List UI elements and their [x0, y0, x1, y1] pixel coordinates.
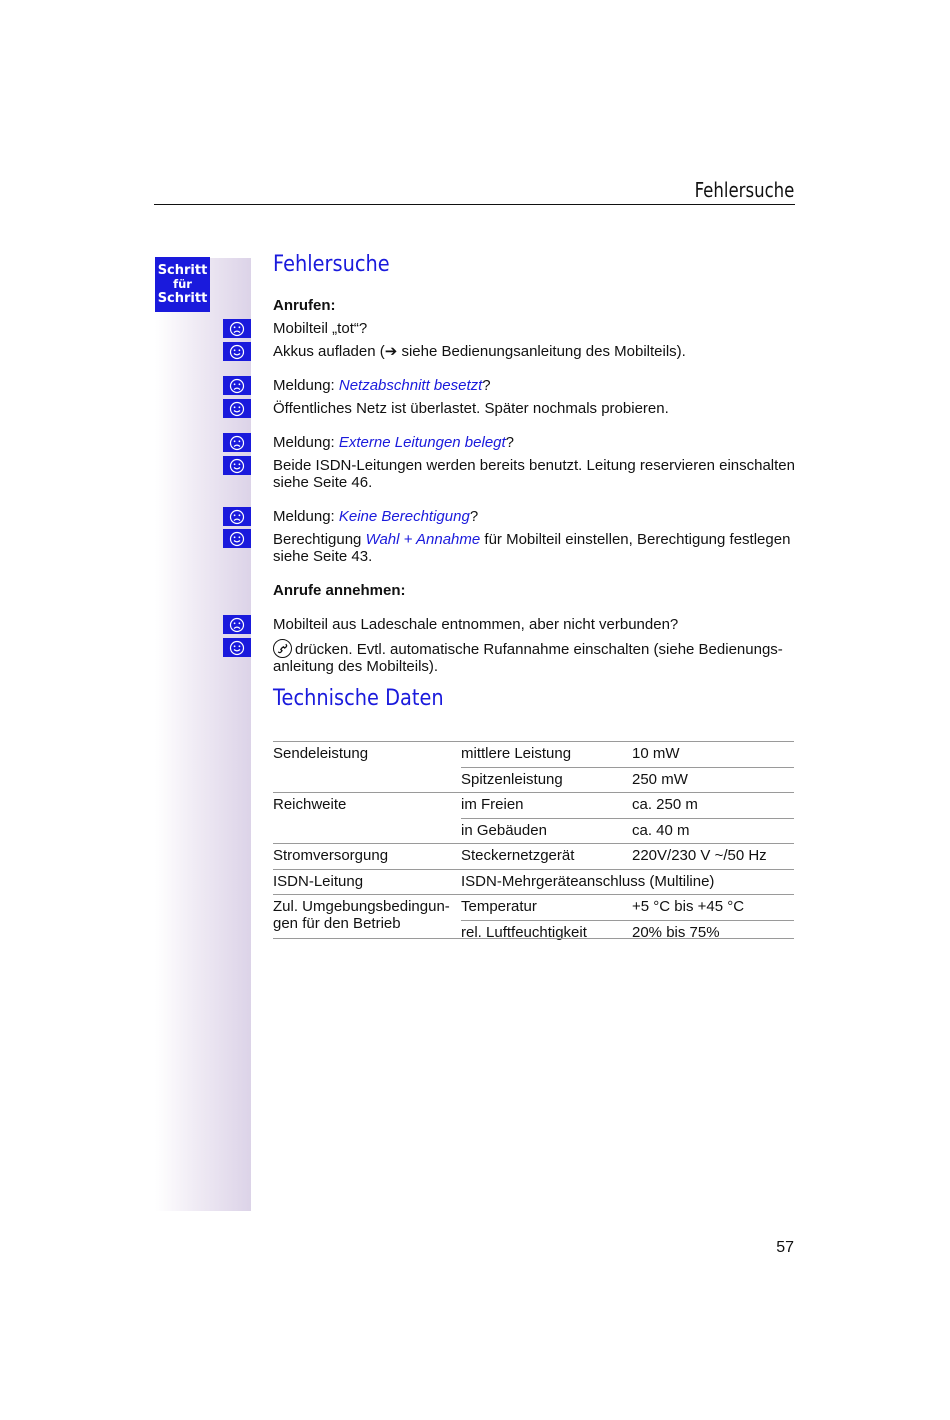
table-cell: ca. 250 m [632, 793, 794, 819]
header-rule [154, 204, 795, 205]
table-bottom-rule [273, 938, 794, 939]
problem-prefix: Meldung: [273, 377, 339, 394]
smiley-face-icon [223, 456, 251, 475]
solution-suffix: für Mobilteil einstellen, Berechtigung festlegen siehe Seite 43. [273, 531, 791, 565]
table-cell: Temperatur [461, 895, 632, 921]
table-cell: Spitzenleistung [461, 767, 632, 793]
solution-text: Akkus aufladen (➔ siehe Bedienungsanleitung des Mobilteils). [273, 343, 686, 360]
badge-line-1: Schritt [157, 263, 208, 278]
sad-face-icon [223, 376, 251, 395]
table-row [273, 793, 794, 819]
problem-prefix: Meldung: [273, 434, 339, 451]
problem-text [273, 508, 795, 525]
smiley-face-icon [223, 342, 251, 361]
table-cell: 250 mW [632, 767, 794, 793]
display-message: Externe Leitungen belegt [338, 434, 506, 451]
table-cell: mittlere Leistung [461, 742, 632, 768]
problem-text: Mobilteil aus Ladeschale entnommen, aber nicht verbunden? [273, 616, 679, 633]
display-message: Keine Berechtigung [338, 508, 470, 525]
running-title: Fehlersuche [694, 178, 794, 202]
smiley-face-icon [223, 399, 251, 418]
sad-face-icon [223, 319, 251, 338]
smiley-face-icon [223, 638, 251, 657]
table-cell: 220V/230 V ~/50 Hz [632, 844, 794, 870]
badge-line-2: für [173, 277, 192, 291]
step-by-step-badge [155, 257, 210, 312]
subheading-anrufe-annehmen: Anrufe annehmen: [273, 582, 406, 599]
table-cell: ISDN-Leitung [273, 869, 461, 895]
table-cell: im Freien [461, 793, 632, 819]
subheading-anrufen: Anrufen: [273, 297, 336, 314]
display-message: Netzabschnitt besetzt [338, 377, 483, 394]
table-cell: ISDN-Mehrgeräteanschluss (Multiline) [461, 869, 794, 895]
section-title-fehlersuche: Fehlersuche [273, 252, 390, 277]
table-row [273, 895, 794, 921]
table-cell [273, 767, 461, 793]
table-row [273, 742, 794, 768]
problem-text [273, 434, 795, 451]
solution-text [273, 639, 795, 675]
page-number: 57 [776, 1239, 794, 1256]
sad-face-icon [223, 507, 251, 526]
answer-solution-text: drücken. Evtl. automatische Rufannahme einschalten (siehe Bedienungs-anleitung des Mobilteils). [273, 641, 783, 675]
problem-prefix: Meldung: [273, 508, 339, 525]
problem-text [273, 377, 795, 394]
table-row [273, 844, 794, 870]
table-row [273, 767, 794, 793]
solution-text [273, 531, 795, 565]
table-cell: Zul. Umgebungsbedingun-gen für den Betrieb [273, 895, 461, 946]
solution-text: Öffentliches Netz ist überlastet. Später nochmals probieren. [273, 400, 669, 417]
table-cell [273, 818, 461, 844]
sad-face-icon [223, 615, 251, 634]
problem-suffix: ? [505, 434, 515, 451]
menu-option: Wahl + Annahme [365, 531, 481, 548]
smiley-face-icon [223, 529, 251, 548]
table-cell: Stromversorgung [273, 844, 461, 870]
table-row [273, 869, 794, 895]
table-cell: rel. Luftfeuchtigkeit [461, 920, 632, 945]
table-row [273, 818, 794, 844]
sad-face-icon [223, 433, 251, 452]
table-cell: Sendeleistung [273, 742, 461, 768]
solution-text: Beide ISDN-Leitungen werden bereits benutzt. Leitung reservieren einschalten siehe Seite 46. [273, 457, 795, 491]
problem-suffix: ? [469, 508, 479, 525]
badge-line-3: Schritt [157, 291, 208, 306]
table-cell: Steckernetzgerät [461, 844, 632, 870]
table-cell: Reichweite [273, 793, 461, 819]
table-cell: 10 mW [632, 742, 794, 768]
table-cell: ca. 40 m [632, 818, 794, 844]
table-cell: +5 °C bis +45 °C [632, 895, 794, 921]
problem-suffix: ? [482, 377, 491, 394]
problem-text: Mobilteil „tot“? [273, 320, 368, 337]
table-cell: in Gebäuden [461, 818, 632, 844]
solution-prefix: Berechtigung [273, 531, 366, 548]
technical-data-table [273, 741, 794, 945]
section-title-technische-daten: Technische Daten [273, 686, 444, 711]
table-cell: 20% bis 75% [632, 920, 794, 945]
phone-handset-icon [273, 639, 292, 658]
